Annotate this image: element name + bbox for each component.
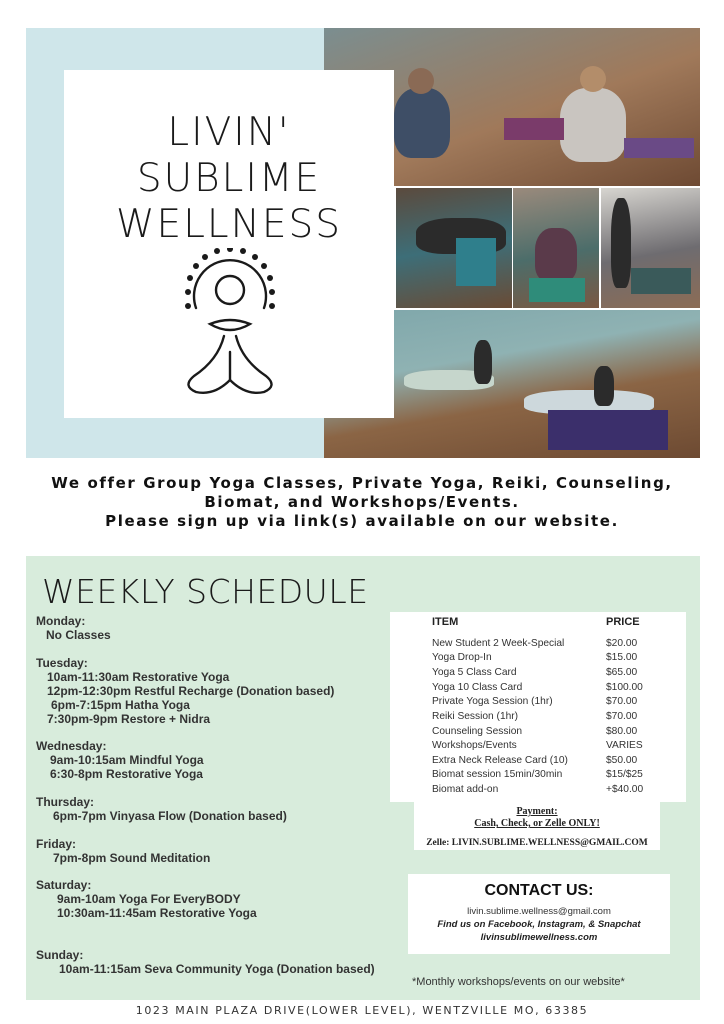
price-value: +$40.00: [606, 784, 644, 795]
day-label-sunday: Sunday:: [36, 948, 84, 962]
price-item: Yoga 5 Class Card: [432, 667, 517, 678]
social-media-note: Find us on Facebook, Instagram, & Snapchat: [437, 919, 641, 930]
reclining-pose-photo: [396, 188, 512, 308]
address: 1023 MAIN PLAZA DRIVE(LOWER LEVEL), WENTZVILLE MO, 63385: [135, 1004, 589, 1017]
payment-methods: Cash, Check, or Zelle ONLY!: [474, 818, 600, 829]
monthly-note: *Monthly workshops/events on our website*: [412, 976, 625, 988]
price-item: Private Yoga Session (1hr): [432, 696, 553, 707]
zelle-email: Zelle: LIVIN.SUBLIME.WELLNESS@GMAIL.COM: [426, 838, 648, 848]
seated-pose-photo: [513, 188, 599, 308]
legs-up-pose-photo: [601, 188, 700, 308]
schedule-slot: 7pm-8pm Sound Meditation: [53, 851, 211, 865]
price-header: PRICE: [606, 616, 640, 628]
price-item: Workshops/Events: [432, 740, 517, 751]
payment-info: [414, 806, 660, 830]
contact-email[interactable]: livin.sublime.wellness@gmail.com: [467, 906, 611, 917]
price-item: Extra Neck Release Card (10): [432, 755, 568, 766]
price-value: $15/$25: [606, 769, 643, 780]
meditation-figure-icon: [174, 248, 286, 408]
schedule-slot: 6pm-7pm Vinyasa Flow (Donation based): [53, 809, 287, 823]
price-value: $80.00: [606, 726, 638, 737]
schedule-slot: 6:30-8pm Restorative Yoga: [50, 767, 203, 781]
schedule-title: WEEKLY SCHEDULE: [42, 572, 369, 611]
schedule-slot: 10am-11:15am Seva Community Yoga (Donation based): [59, 962, 375, 976]
price-item: Biomat session 15min/30min: [432, 769, 563, 780]
schedule-slot: 9am-10:15am Mindful Yoga: [50, 753, 204, 767]
price-item: Counseling Session: [432, 726, 523, 737]
price-value: $70.00: [606, 711, 638, 722]
schedule-slot: 6pm-7:15pm Hatha Yoga: [51, 698, 190, 712]
contact-title: CONTACT US:: [484, 882, 594, 899]
logo-card: [64, 70, 394, 418]
price-value: $20.00: [606, 638, 638, 649]
price-item: Yoga 10 Class Card: [432, 682, 523, 693]
price-value: $50.00: [606, 755, 638, 766]
price-value: $15.00: [606, 652, 638, 663]
schedule-slot: 12pm-12:30pm Restful Recharge (Donation based): [47, 684, 335, 698]
price-value: VARIES: [606, 740, 643, 751]
schedule-slot: 10:30am-11:45am Restorative Yoga: [57, 906, 257, 920]
schedule-slot: No Classes: [46, 628, 111, 642]
day-label-wednesday: Wednesday:: [36, 739, 107, 753]
price-item: Reiki Session (1hr): [432, 711, 519, 722]
schedule-slot: 7:30pm-9pm Restore + Nidra: [47, 712, 211, 726]
offer-line-2: Biomat, and Workshops/Events.: [204, 493, 520, 511]
price-value: $70.00: [606, 696, 638, 707]
day-label-tuesday: Tuesday:: [36, 656, 88, 670]
day-label-saturday: Saturday:: [36, 878, 92, 892]
day-label-monday: Monday:: [36, 614, 86, 628]
price-value: $100.00: [606, 682, 643, 693]
brand-line-2: SUBLIME: [136, 156, 322, 201]
price-item: Biomat add-on: [432, 784, 499, 795]
offer-line-3: Please sign up via link(s) available on our website.: [105, 512, 619, 530]
price-item: New Student 2 Week-Special: [432, 638, 565, 649]
brand-line-3: WELLNESS: [116, 202, 342, 247]
brand-name: [64, 110, 394, 248]
schedule-slot: 10am-11:30am Restorative Yoga: [47, 670, 230, 684]
brand-line-1: LIVIN': [167, 110, 291, 155]
offer-line-1: We offer Group Yoga Classes, Private Yoga, Reiki, Counseling,: [51, 474, 673, 492]
day-label-thursday: Thursday:: [36, 795, 95, 809]
price-item: Yoga Drop-In: [432, 652, 492, 663]
payment-label: Payment:: [516, 806, 558, 817]
website-link[interactable]: livinsublimewellness.com: [480, 932, 598, 943]
services-statement: [36, 474, 688, 531]
day-label-friday: Friday:: [36, 837, 77, 851]
schedule-slot: 9am-10am Yoga For EveryBODY: [57, 892, 241, 906]
price-value: $65.00: [606, 667, 638, 678]
price-item-header: ITEM: [432, 616, 459, 628]
